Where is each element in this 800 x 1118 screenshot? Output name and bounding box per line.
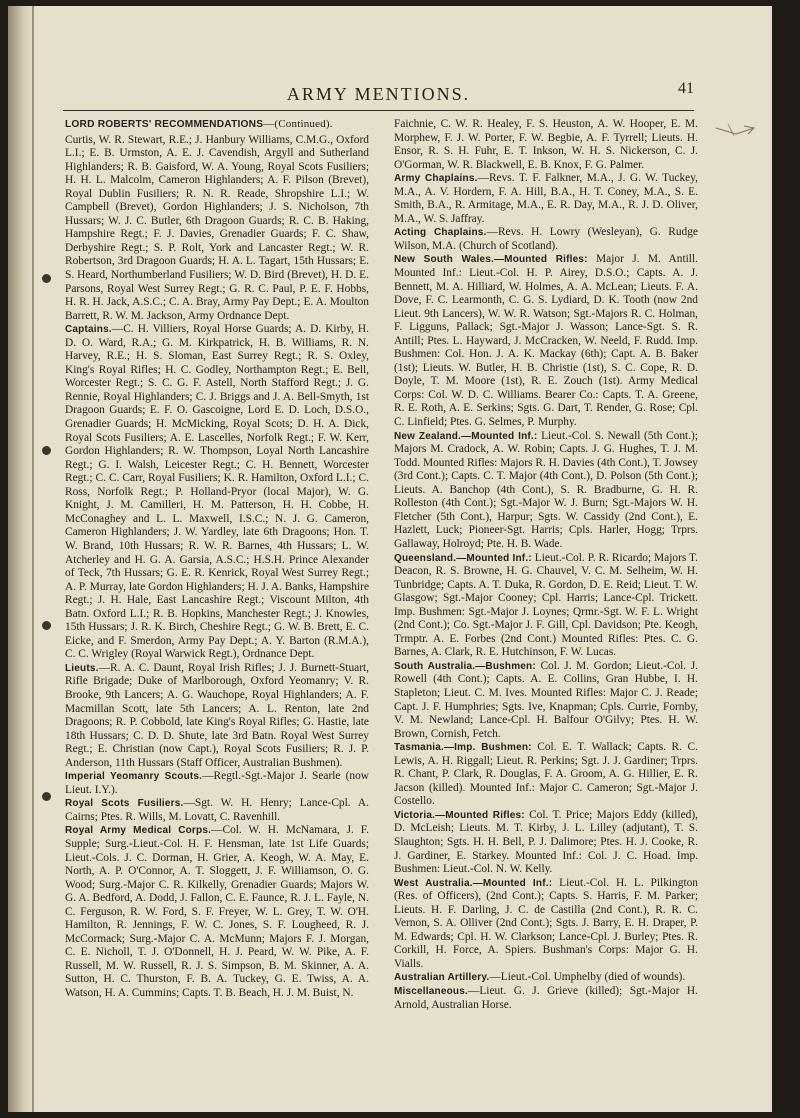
entry-paragraph: Tasmania.—Imp. Bushmen: Col. E. T. Wallack; Capts. R. C. Lewis, A. H. Riggall; Lieut. R. Perkins; Sgt. J. J. Gardiner; Trprs. R. Chant, P. Clark, R. Douglas, F. A. Groom, A. G. Hillier, E. R. Jacson (killed). Mounted Inf.: Major C. Cameron; Sgt.-Major J. Costello. xyxy=(394,741,698,808)
section-heading: LORD ROBERTS' RECOMMENDATIONS—(Continued). xyxy=(65,118,333,130)
right-column xyxy=(394,118,698,1012)
entry-paragraph: Royal Army Medical Corps.—Col. W. H. McNamara, J. F. Supple; Surg.-Lieut.-Col. H. F. Hensman, late 1st Life Guards; Lieut.-Cols. J. C. Dorman, H. Grier, A. Keogh, W. A. May, E. North, A. P. O'Connor, A. T. Sloggett, J. F. Williamson, O. G. Wood; Surg.-Major C. R. Kilkelly, Grenadier Guards; Majors W. G. A. Bedford, A. Dodd, J. Fallon, C. E. Faunce, R. J. L. Fayle, N. C. Ferguson, R. W. Ford, S. F. Freyer, W. L. Grey, T. W. O'H. Hamilton, R. Jennings, F. W. C. Jones, S. F. Lougheed, R. J. McCormack; Surg.-Major C. A. McMunn; Majors F. J. Morgan, C. E. Nicholl, T. J. O'Donnell, H. J. Peard, W. W. Pike, A. F. Russell, M. W. Russell, R. J. S. Simpson, B. M. Skinner, A. A. Sutton, H. C. Thurston, F. B. A. Tuckey, G. E. Twiss, A. A. Watson, H. A. Cummins; Capts. T. B. Beach, H. J. M. Buist, N. xyxy=(65,824,369,999)
binding-hole xyxy=(42,621,51,630)
entry-paragraph: Lieuts.—R. A. C. Daunt, Royal Irish Rifles; J. J. Burnett-Stuart, Rifle Brigade; Duke of Marlborough, Oxford Yeomanry; V. R. Brooke, 9th Lancers; A. G. Wauchope, Royal Highlanders; A. F. Macmillan Scott, late 5th Lancers; A. L. Renton, late 2nd Dragoons; R. P. Cobbold, late King's Royal Rifles; G. Hastie, late 18th Hussars; C. D. D. Shute, late 3rd Batn. Royal West Surrey Regt.; E. Christian (now Capt.), Royal Scots Fusiliers; R. J. P. Anderson, 11th Hussars (Staff Officer, Australian Bushmen). xyxy=(65,661,369,769)
entry-paragraph: Imperial Yeomanry Scouts.—Regtl.-Sgt.-Major J. Searle (now Lieut. I.Y.). xyxy=(65,770,369,796)
entry-paragraph: New Zealand.—Mounted Inf.: Lieut.-Col. S. Newall (5th Cont.); Majors M. Cradock, A. W. Robin; Capts. J. G. Hughes, T. J. M. Todd. Mounted Rifles: Majors R. H. Davies (4th Cont.), T. Jowsey (3rd Cont.); Capts. C. T. Major (4th Cont.), D. Polson (5th Cont.); Lieuts. A. Banchop (4th Cont.), S. R. Bradburne, G. H. R. Rolleston (4th Cont.); Sgt.-Major W. J. Burn; Sgt.-Majors W. H. Fletcher (5th Cont.), Harpur; Sgts. W. Cassidy (2nd Cont.), E. Hazlett, Luck; Pioneer-Sgt. Harris; Cpls. Harler, Hogg; Trprs. Gallaway, Holroyd; Pte. H. B. Wade. xyxy=(394,429,698,550)
entry-paragraph: Faichnie, C. W. R. Healey, F. S. Heuston, A. W. Hooper, E. M. Morphew, F. J. W. Porter, F. W. Begbie, A. F. Tyrrell; Lieuts. H. Ensor, R. S. H. Fuhr, E. T. Inkson, W. H. S. Nickerson, C. J. O'Gorman, W. R. Blackwell, E. B. Knox, F. G. Palmer. xyxy=(394,118,698,171)
entry-paragraph: Curtis, W. R. Stewart, R.E.; J. Hanbury Williams, C.M.G., Oxford L.I.; E. B. Urmston, A. E. J. Cavendish, Argyll and Sutherland Highlanders; R. B. Gaisford, W. A. Young, Royal Scots Fusiliers; H. H. L. Malcolm, Cameron Highlanders; A. F. Pilson (Brevet), Royal Dublin Fusiliers; R. N. R. Reade, Shropshire L.I.; W. Campbell (Brevet), Gordon Highlanders; J. S. Nicholson, 7th Hussars; W. J. C. Butler, 6th Dragoon Guards; R. C. B. Haking, Hampshire Regt.; F. J. Davies, Grenadier Guards; F. C. Shaw, Derbyshire Regt.; S. P. Rolt, York and Lancaster Regt.; W. R. Robertson, 3rd Dragoon Guards; H. A. L. Tagart, 15th Hussars; E. S. Heard, Northumberland Fusiliers; W. D. Bird (Brevet), H. D. E. Parsons, Royal West Surrey Regt.; G. R. C. Paul, P. E. F. Hobbs, H. R. H. Jack, A.S.C.; C. A. Bray, Army Pay Dept.; E. A. Moulton Barrett, R. W. M. Jackson, Army Ordnance Dept. xyxy=(65,133,369,322)
running-header xyxy=(63,76,694,111)
entry-paragraph: South Australia.—Bushmen: Col. J. M. Gordon; Lieut.-Col. J. Rowell (4th Cont.); Capts. A. E. Collins, Gran Hubbe, I. H. Stapleton; Lieut. C. M. Ives. Mounted Rifles: Major C. J. Reade; Capt. J. F. Humphries; Sgts. Ive, Knapman; Cpls. Currie, Fornby, V. M. Newland; Lance-Cpl. H. Balfour O'Gilvy; Ptes. H. W. Brown, Cornish, Fetch. xyxy=(394,659,698,740)
entry-paragraph: Miscellaneous.—Lieut. G. J. Grieve (killed); Sgt.-Major H. Arnold, Australian Horse. xyxy=(394,985,698,1011)
entry-paragraph: Queensland.—Mounted Inf.: Lieut.-Col. P. R. Ricardo; Majors T. Deacon, R. S. Browne, H. G. Chauvel, V. C. M. Selheim, W. H. Tunbridge; Capts. A. T. Duka, R. Gordon, D. E. Reid; Lieut. T. W. Glasgow; Sgt.-Major Cooney; Cpl. Harris; Lance-Cpl. Trickett. Imp. Bushmen: Sgt.-Major J. Loynes; Qrmr.-Sgt. W. F. L. Wright (2nd Cont.); Co. Sgt.-Major J. F. Gill, Cpl. Davidson; Pte. Keogh, Trmptr. A. E. Forbes (2nd Cont.) Mounted Rifles: Ptes. C. G. Barnes, A. Clark, R. E. Hutchinson, F. W. Lucas. xyxy=(394,551,698,659)
entry-paragraph: Acting Chaplains.—Revs. H. Lowry (Wesleyan), G. Rudge Wilson, M.A. (Church of Scotland). xyxy=(394,226,698,252)
running-title: ARMY MENTIONS. xyxy=(286,84,471,104)
binding-hole xyxy=(42,446,51,455)
book-page xyxy=(8,6,772,1112)
entry-paragraph: West Australia.—Mounted Inf.: Lieut.-Col. H. L. Pilkington (Res. of Officers), (2nd Cont.); Capts. S. Harris, F. M. Parker; Lieuts. H. F. Darling, J. C. de Castilla (2nd Cont.), R. R. C. Vernon, S. A. Olliver (2nd Cont.); Sgts. J. Barry, E. H. Draper, P. M. Edwards; Cpl. H. W. Clarkson; Lance-Cpl. J. Burley; Ptes. R. Corkill, H. Force, A. Spiers. Bushman's Corps: Major G. H. Vialls. xyxy=(394,876,699,970)
entry-paragraph: Victoria.—Mounted Rifles: Col. T. Price; Majors Eddy (killed), D. McLeish; Lieuts. M. T. Kirby, J. L. Lilley (adjutant), T. S. Slaughton; Sgts. H. H. Bell, P. J. Dalimore; Ptes. H. J. Cooke, R. J. Gardiner, E. Starkey. Mounted Inf.: Col. J. C. Hoad. Imp. Bushmen: Lieut.-Col. N. W. Kelly. xyxy=(394,808,698,876)
binding-hole xyxy=(42,792,51,801)
binding-gutter xyxy=(8,6,34,1112)
left-column xyxy=(65,118,369,1001)
entry-paragraph: Australian Artillery.—Lieut.-Col. Umphelby (died of wounds). xyxy=(394,971,686,984)
binding-edge xyxy=(32,6,34,1112)
entry-paragraph: Army Chaplains.—Revs. T. F. Falkner, M.A., J. G. W. Tuckey, M.A., A. V. Hordern, F. A. Hill, B.A., H. T. Coney, M.A., S. E. Smith, B.A., R. Armitage, M.A., E. R. Day, M.A., R. J. D. Oliver, M.A., W. S. Jaffray. xyxy=(394,172,698,225)
page-number: 41 xyxy=(678,80,694,97)
entry-paragraph: Captains.—C. H. Villiers, Royal Horse Guards; A. D. Kirby, H. D. O. Ward, R.A.; G. M. Kirkpatrick, H. B. Williams, R. N. Harvey, R.E.; H. S. Sloman, East Surrey Regt.; R. S. Oxley, King's Royal Rifles; H. C. Godley, Northampton Regt.; E. Bell, Worcester Regt.; S. C. G. F. Astell, North Stafford Regt.; J. G. Rennie, Royal Highlanders; C. J. Briggs and J. A. Bell-Smyth, 1st Dragoon Guards; E. F. O. Gascoigne, Lord E. D. Loch, D.S.O., Grenadier Guards; H. McMicking, Royal Scots; D. H. A. Dick, Royal Scots Fusiliers; A. E. Lascelles, Norfolk Regt.; F. W. Kerr, Gordon Highlanders; R. W. Thompson, Loyal North Lancashire Regt.; G. I. Walsh, Leicester Regt.; C. H. Bennett, Worcester Regt.; C. C. Carr, Royal Fusiliers; K. R. Hamilton, Oxford L.I.; C. Ross, Norfolk Regt.; P. Holland-Pryor (local Major), W. G. Knight, J. M. Camilleri, H. M. Patterson, H. H. Cobbe, H. McConaghey and L. L. Maxwell, I.S.C.; N. J. G. Cameron, Cameron Highlanders; J. W. Yardley, late 6th Dragoons; Hon. T. W. Brand, 10th Hussars; R. W. R. Barnes, 4th Hussars; L. W. Atcherley and H. G. A. Garsia, A.S.C.; H.S.H. Prince Alexander of Teck, 7th Hussars; G. E. R. Kenrick, Royal West Surrey Regt.; A. P. Murray, late Gordon Highlanders; H. J. A. Banks, Hampshire Regt.; J. H. Hale, East Lancashire Regt.; Viscount Milton, 4th Batn. Oxford L.I.; R. B. Hopkins, Manchester Regt.; J. Knowles, 15th Hussars; J. R. K. Birch, Cheshire Regt.; G. W. B. Brett, E. C. Eicke, and F. Smerdon, Army Pay Dept.; A. Y. Barton (R.M.A.), C. C. Wrigley (Royal Warwick Regt.), Ordnance Dept. xyxy=(65,323,369,661)
entry-paragraph: Royal Scots Fusiliers.—Sgt. W. H. Henry; Lance-Cpl. A. Cairns; Ptes. R. Wills, M. Lovatt, C. Ravenhill. xyxy=(65,797,369,823)
entry-paragraph: New South Wales.—Mounted Rifles: Major J. M. Antill. Mounted Inf.: Lieut.-Col. H. P. Airey, D.S.O.; Capts. A. J. Bennett, M. A. Hilliard, W. Holmes, A. A. McLean; Lieuts. F. A. Dove, F. C. Learmonth, C. G. S. Lydiard, D. K. Tooth (now 2nd Lieut. 9th Lancers), W. W. R. Watson; Sgt.-Majors R. C. Holman, F. Ligguns, Pallack; Sgt.-Major J. Wasson; Lance-Sgt. S. R. Antill; Ptes. L. Hayward, J. McCracken, W. Neeld, F. Rudd. Imp. Bushmen: Col. Hon. J. A. K. Mackay (6th); Capt. A. B. Baker (1st); Lieuts. W. Butler, H. B. Christie (1st), S. C. Cope, R. D. Doyle, T. M. Moore (1st), R. E. Zouch (1st). Army Medical Corps: Col. W. D. C. Williams. Bearer Co.: Capts. T. A. Greene, R. E. Roth, A. E. Serkins; Sgts. G. Dart, T. Render, G. Rose; Cpl. C. Linfield; Ptes. G. Selmes, P. Murphy. xyxy=(394,253,698,429)
binding-hole xyxy=(42,274,51,283)
marginal-pencil-mark-icon xyxy=(714,122,760,146)
